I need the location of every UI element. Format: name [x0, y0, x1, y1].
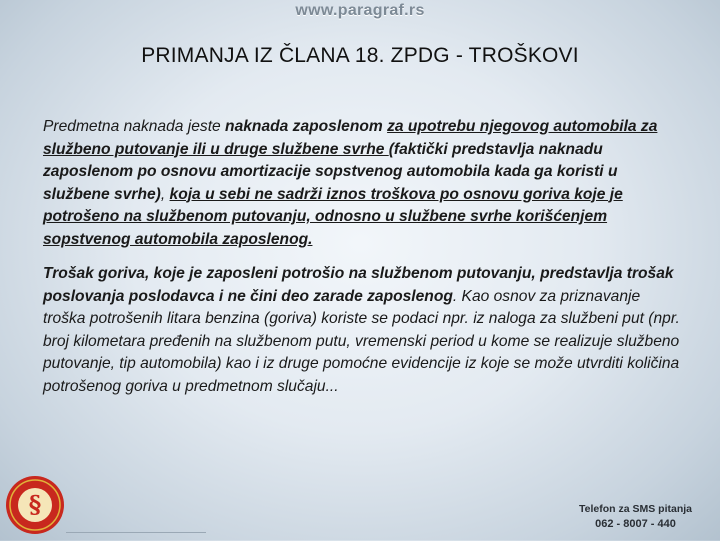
- paragraph-1: [43, 116, 683, 251]
- p1-text-1: Predmetna naknada jeste: [43, 118, 226, 135]
- p1-text-5: ,: [160, 185, 170, 203]
- p1-text-3: za upotrebu njegovog automobila za službeno putovanje ili u druge službene svrhe: [43, 118, 658, 158]
- p1-text-2: naknada zaposlenom: [225, 118, 388, 135]
- p1-text-6: koja u sebi ne sadrži iznos troškova po osnovu goriva koje je potrošeno na službenom putovanju, odnosno u službene svrhe korišćenjem sopstvenog automobila zaposlenog.: [43, 185, 623, 248]
- p1-text-4: (faktički predstavlja naknadu zaposlenom po osnovu amortizacije sopstvenog automobila kada ga koristi u službene svrhe): [43, 140, 618, 203]
- slide-title: PRIMANJA IZ ČLANA 18. ZPDG - TROŠKOVI: [141, 44, 579, 67]
- sms-number: 062 - 8007 - 440: [595, 518, 676, 530]
- slide-body: [43, 116, 683, 410]
- paragraf-logo: [4, 474, 66, 536]
- site-url-header: www.paragraf.rs: [295, 2, 425, 19]
- footer-divider: [66, 532, 206, 533]
- p2-text-2: . Kao osnov za priznavanje troška potrošenih litara benzina (goriva) koriste se podaci npr. iz naloga za službeni put (npr. broj kilometara pređenih na službenom putu, vremenski period u kome se realizuje službeno putovanje, tip automobila) kao i iz druge pomoćne evidencije iz koje se može utvrditi količina potrošenog goriva u predmetnom slučaju...: [43, 287, 680, 395]
- p2-text-1: Trošak goriva, koje je zaposleni potrošio na službenom putovanju, predstavlja trošak poslovanja poslodavca i ne čini deo zarade zaposlenog: [43, 265, 674, 305]
- paragraf-logo-icon: [4, 474, 66, 536]
- svg-text:§: §: [28, 490, 42, 519]
- sms-label: Telefon za SMS pitanja: [579, 503, 692, 515]
- sms-contact: [579, 502, 692, 532]
- paragraph-2: [43, 263, 683, 398]
